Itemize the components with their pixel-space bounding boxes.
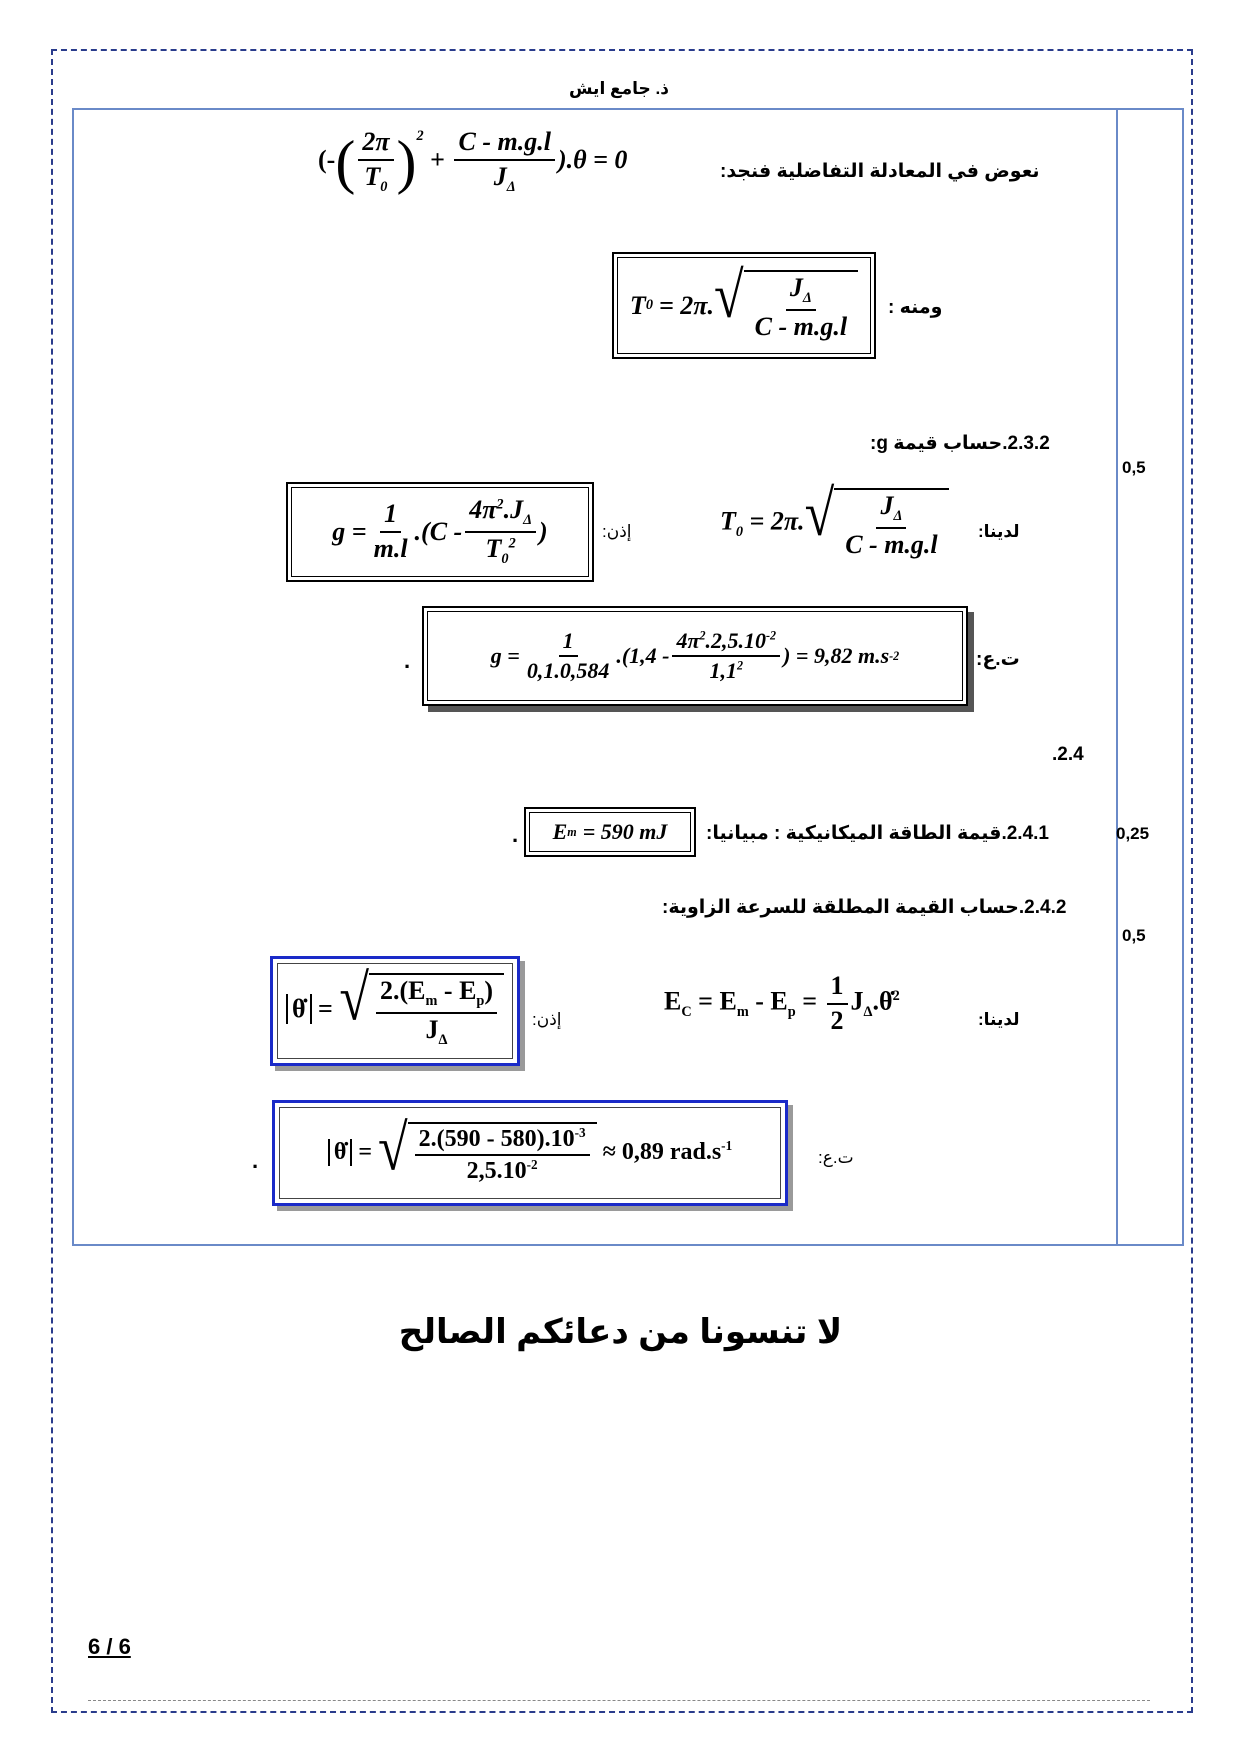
differential-equation: (-( $\frac{2\pi}{T_0}$ )$^2$ + $\frac{C - m.g.l}{J_\Delta}$ ).θ = 0	[318, 127, 628, 196]
given-label: لدينا:	[978, 522, 1020, 541]
section-2-3-2-title: 2.3.2.حساب قيمة g:	[870, 433, 1050, 454]
section-2-4-2-title: 2.4.2.حساب القيمة المطلقة للسرعة الزاوية:	[662, 897, 1067, 918]
g-unit-exp: -2	[889, 648, 900, 663]
g-result: ) = 9,82 m.s	[783, 643, 890, 668]
then-label: إذن:	[602, 522, 632, 541]
angular-velocity-numeric-box: θ̇ = √ $\frac{2.(590 - 580).10^{-3}}{2,5.10^{-2}}$ ≈ 0,89 $rad.s^{-1}$	[272, 1100, 788, 1206]
section-2-4-title: 2.4.	[1052, 744, 1084, 765]
score-2-4-2: 0,5	[1122, 926, 1146, 945]
score-2-4-1: 0,25	[1116, 824, 1150, 843]
angular-result: ≈ 0,89 rad.s	[602, 1138, 722, 1165]
em-period: .	[512, 822, 519, 847]
section-2-4-1-title: 2.4.1.قيمة الطاقة الميكانيكية : مبيانيا:	[706, 823, 1049, 844]
page-header	[88, 74, 1150, 110]
em-value: = 590 mJ	[582, 819, 668, 844]
em-subscript: m	[567, 824, 577, 839]
author-name: ذ. جامع ايش	[569, 79, 669, 98]
closing-prayer: لا تنسونا من دعائكم الصالح	[398, 1313, 843, 1351]
energy-given-label: لدينا:	[978, 1010, 1020, 1029]
kinetic-energy-formula: $E_C = E_m - E_p$ = $\frac{1}{2}$ $J_\Delta.\thetȧ^2$	[664, 971, 900, 1035]
angular-unit-exp: -1	[721, 1137, 733, 1153]
page-number: 6 / 6	[88, 1634, 131, 1659]
angular-velocity-formula-box: θ̇ = √ $\frac{2.(E_m - E_p)}{J_\Delta}$	[270, 956, 520, 1066]
angular-numeric-label: ت.ع:	[818, 1148, 854, 1167]
numeric-label: ت.ع:	[976, 649, 1020, 670]
equation-tail: ).θ = 0	[557, 145, 628, 174]
period-subscript: 0	[645, 297, 653, 313]
g-numeric-box: g = $\frac{1}{0,1.0,584}$ .(1,4 - $\frac{4\pi^2.2,5.10^{-2}}{1,1^2}$ ) = 9,82 m.s -2	[422, 606, 968, 706]
em-symbol: E	[552, 819, 568, 844]
period-symbol: T	[629, 290, 646, 320]
given-period-formula: $T_0 = 2\pi$. √ $\frac{J_\Delta}{C - m.g.l}$	[720, 488, 949, 560]
score-2-3-2: 0,5	[1122, 458, 1146, 477]
substitution-text: نعوض في المعادلة التفاضلية فنجد:	[720, 161, 1040, 182]
period-rhs: = 2π.	[658, 290, 714, 320]
angular-period: .	[252, 1148, 259, 1173]
g-formula-box: g = $\frac{1}{m.l}$ .(C - $\frac{4\pi^2.J_\Delta}{T_0^2}$ )	[286, 482, 594, 582]
footer-line	[88, 1700, 1150, 1701]
mechanical-energy-box	[524, 807, 696, 857]
g-period: .	[404, 648, 411, 673]
energy-then-label: إذن:	[532, 1010, 562, 1029]
score-column-divider	[1116, 110, 1118, 1244]
result-label: ومنه :	[888, 297, 943, 318]
period-formula-box: T 0 = 2π. √ $\frac{J_\Delta}{C - m.g.l}$	[612, 252, 876, 359]
